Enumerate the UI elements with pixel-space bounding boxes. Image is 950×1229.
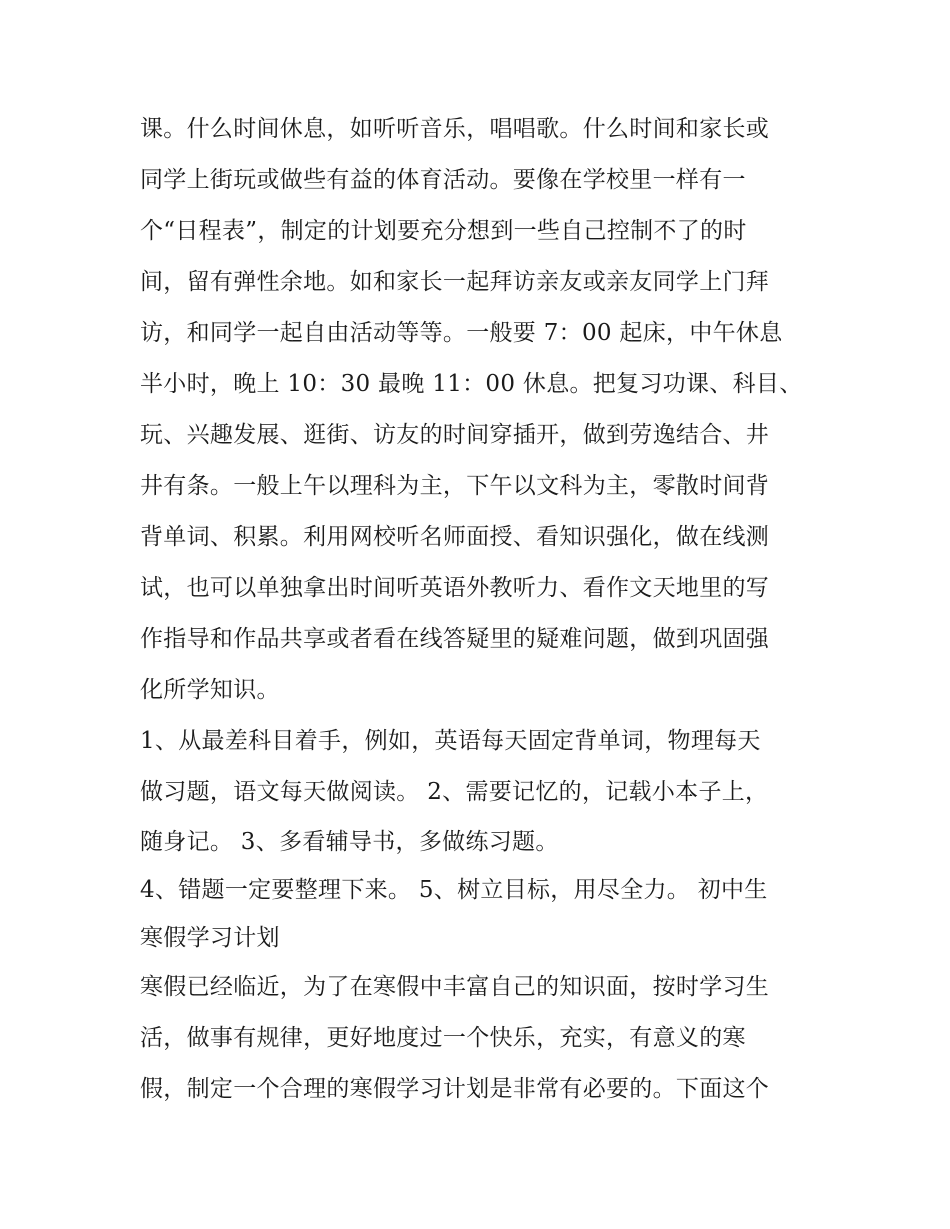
text-line: 间，留有弹性余地。如和家长一起拜访亲友或亲友同学上门拜	[140, 269, 770, 295]
text-line: 活，做事有规律，更好地度过一个快乐，充实，有意义的寒	[140, 1025, 746, 1051]
text-line: 假，制定一个合理的寒假学习计划是非常有必要的。下面这个	[140, 1076, 770, 1102]
text-line: 访，和同学一起自由活动等等。一般要 7：00 起床，中午休息	[140, 320, 783, 346]
section-heading: 寒假学习计划	[140, 925, 280, 951]
text-line: 半小时，晚上 10：30 最晚 11：00 休息。把复习功课、科目、	[140, 371, 803, 397]
document-body	[140, 104, 820, 1115]
text-line: 作指导和作品共享或者看在线答疑里的疑难问题，做到巩固强	[140, 626, 770, 652]
text-line: 背单词、积累。利用网校听名师面授、看知识强化，做在线测	[140, 524, 770, 550]
list-line: 4、错题一定要整理下来。 5、树立目标，用尽全力。 初中生	[140, 877, 768, 903]
list-line: 1、从最差科目着手，例如，英语每天固定背单词，物理每天	[140, 728, 761, 754]
list-line: 做习题，语文每天做阅读。 2、需要记忆的，记载小本子上，	[140, 779, 769, 805]
text-line: 寒假已经临近，为了在寒假中丰富自己的知识面，按时学习生	[140, 974, 770, 1000]
list-line: 随身记。 3、多看辅导书，多做练习题。	[140, 829, 559, 855]
text-line: 玩、兴趣发展、逛街、访友的时间穿插开，做到劳逸结合、井	[140, 422, 770, 448]
text-line: 化所学知识。	[140, 677, 280, 703]
text-line: 试，也可以单独拿出时间听英语外教听力、看作文天地里的写	[140, 575, 770, 601]
text-line: 井有条。一般上午以理科为主，下午以文科为主，零散时间背	[140, 473, 770, 499]
text-line: 课。什么时间休息，如听听音乐，唱唱歌。什么时间和家长或	[140, 116, 770, 142]
text-line: 个“日程表”，制定的计划要充分想到一些自己控制不了的时	[140, 218, 747, 244]
text-line: 同学上街玩或做些有益的体育活动。要像在学校里一样有一	[140, 167, 746, 193]
